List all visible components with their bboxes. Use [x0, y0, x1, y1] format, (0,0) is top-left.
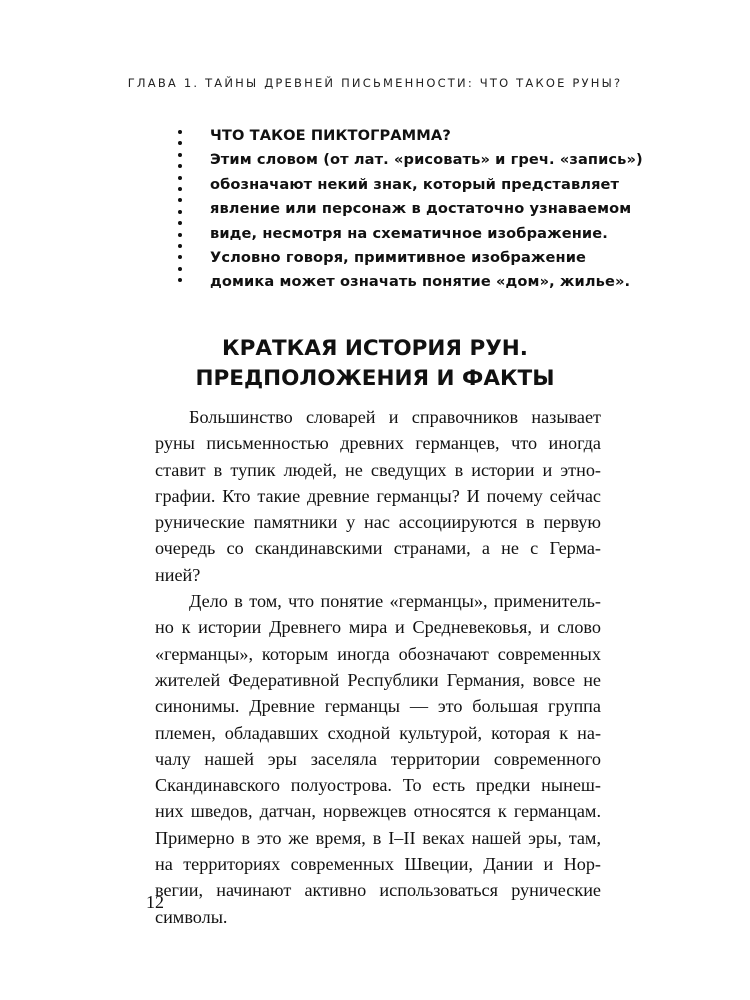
body-line: руны письменностью древних германцев, что иногда: [155, 433, 601, 454]
running-head: ГЛАВА 1. ТАЙНЫ ДРЕВНЕЙ ПИСЬМЕННОСТИ: ЧТО ТАКОЕ РУНЫ?: [127, 76, 623, 90]
dot: [178, 267, 182, 271]
page-number: 12: [146, 892, 164, 912]
sidebar-line: виде, несмотря на схематичное изображение.: [210, 224, 608, 242]
dot: [178, 255, 182, 259]
sidebar-line: Условно говоря, примитивное изображение: [210, 249, 587, 267]
dot: [178, 164, 182, 168]
body-line: но к истории Древнего мира и Средневековья, и слово: [155, 617, 601, 638]
dot: [178, 244, 182, 248]
body-line: них шведов, датчан, норвежцев относятся к германцам.: [155, 801, 601, 822]
body-line: Большинство словарей и справочников называет: [189, 407, 601, 427]
body-line: жителей Федеративной Республики Германия, вовсе не: [155, 669, 601, 690]
body-line: графии. Кто такие древние германцы? И почему сейчас: [155, 485, 601, 506]
body-line: синонимы. Древние германцы — это большая группа: [155, 696, 601, 717]
dotted-rule: [178, 130, 186, 289]
body-line: чалу нашей эры заселяла территории современного: [155, 748, 601, 769]
dot: [178, 210, 182, 214]
sidebar-line: домика может означать понятие «дом», жилье».: [210, 273, 631, 291]
body-line: племен, обладавших сходной культурой, которая к на-: [155, 722, 601, 743]
dot: [178, 153, 182, 157]
section-title: [0, 334, 750, 394]
section-title-line: КРАТКАЯ ИСТОРИЯ РУН.: [222, 336, 528, 361]
body-line: «германцы», которым иногда обозначают современных: [155, 643, 601, 664]
body-line: рунические памятники у нас ассоциируются в первую: [155, 512, 601, 533]
body-text: [155, 404, 601, 930]
body-line: нией?: [155, 564, 201, 585]
dot: [178, 176, 182, 180]
dot: [178, 198, 182, 202]
dot: [178, 233, 182, 237]
dot: [178, 141, 182, 145]
sidebar-heading: ЧТО ТАКОЕ ПИКТОГРАММА?: [210, 127, 451, 144]
dot: [178, 130, 182, 134]
body-line: ставит в тупик людей, не сведущих в истории и этно-: [155, 459, 601, 480]
sidebar-line: Этим словом (от лат. «рисовать» и греч. «запись»): [210, 151, 643, 169]
body-line: вегии, начинают активно использоваться рунические: [155, 880, 601, 901]
body-line: Примерно в это же время, в I–II веках нашей эры, там,: [155, 827, 601, 848]
body-line: очередь со скандинавскими странами, а не с Герма-: [155, 538, 601, 559]
body-line: Скандинавского полуострова. То есть предки нынеш-: [155, 775, 601, 796]
sidebar-box: [174, 124, 643, 295]
dot: [178, 221, 182, 225]
section-title-line: ПРЕДПОЛОЖЕНИЯ И ФАКТЫ: [195, 366, 555, 391]
dot: [178, 187, 182, 191]
body-line: символы.: [155, 906, 228, 927]
body-line: Дело в том, что понятие «германцы», применитель-: [189, 591, 601, 612]
body-line: на территориях современных Швеции, Дании и Нор-: [155, 854, 601, 875]
sidebar-line: явление или персонаж в достаточно узнаваемом: [210, 200, 632, 218]
sidebar-text: [210, 124, 643, 295]
dot: [178, 278, 182, 282]
sidebar-line: обозначают некий знак, который представляет: [210, 175, 620, 193]
